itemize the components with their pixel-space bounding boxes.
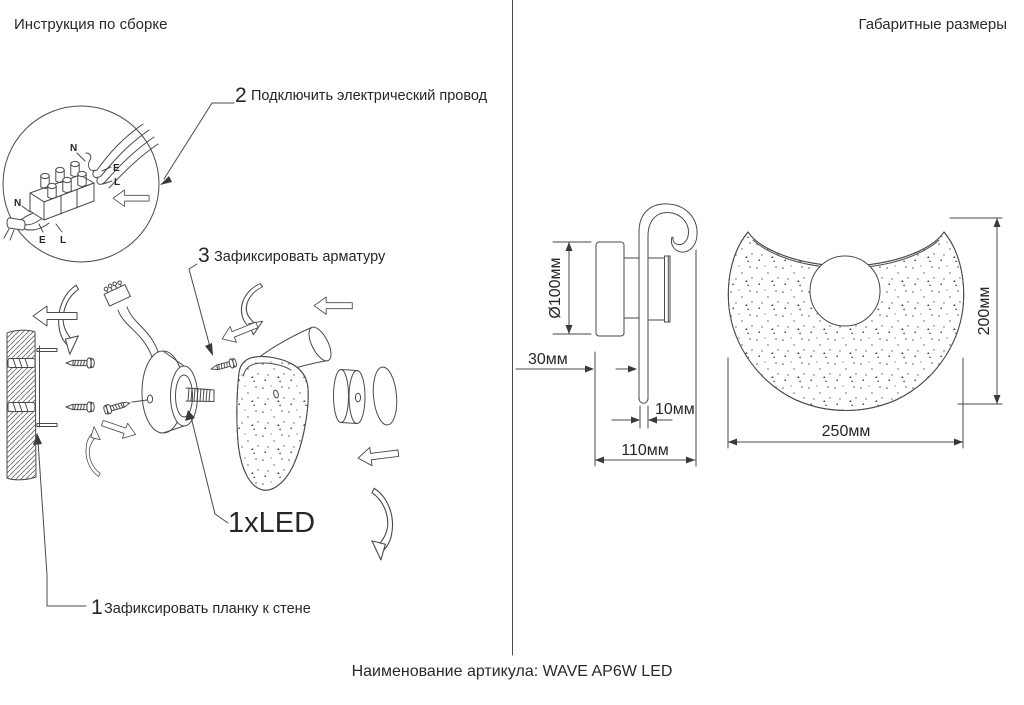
rotate-arrow-icon	[86, 427, 100, 477]
canopy-screw	[103, 398, 131, 415]
wire-label-e2: E	[39, 235, 46, 246]
dimensions-title: Габаритные размеры	[858, 16, 1007, 33]
shade-hole	[810, 256, 880, 326]
step-2-number: 2	[235, 84, 247, 107]
step-1-number: 1	[91, 596, 103, 619]
dimensions-diagram	[516, 204, 1002, 466]
led-module	[334, 370, 366, 424]
direction-arrow-icon	[314, 297, 352, 314]
wire-label-l2: L	[60, 235, 67, 246]
push-arrow-icon	[113, 190, 149, 206]
dim-depth	[595, 442, 695, 464]
canopy-wires	[101, 278, 159, 357]
dim-offset-label: 30мм	[528, 351, 568, 368]
wall-anchor	[8, 403, 35, 412]
wire-label-n: N	[70, 143, 78, 154]
step-3-label: Зафиксировать арматуру	[214, 249, 386, 265]
wire-label-l: L	[114, 177, 121, 188]
diffuser-disc	[371, 366, 399, 426]
step-3-number: 3	[198, 244, 210, 267]
dim-diameter-label: Ø100мм	[547, 257, 564, 319]
direction-arrow-icon	[100, 415, 138, 442]
mounting-screw	[66, 358, 94, 368]
front-view	[728, 232, 963, 411]
wire-label-n2: N	[14, 198, 22, 209]
supply-wires	[86, 124, 158, 188]
dim-width-label: 250мм	[821, 423, 871, 440]
side-view	[596, 204, 697, 403]
direction-arrow-icon	[33, 306, 77, 326]
dim-diameter	[547, 242, 591, 334]
wall-anchor	[8, 359, 35, 368]
wall	[7, 330, 36, 480]
assembly-diagram	[3, 84, 488, 619]
mounting-screw	[66, 402, 94, 412]
dim-offset	[516, 351, 637, 373]
step-2-label: Подключить электрический провод	[251, 88, 488, 104]
dim-height-label: 200мм	[976, 286, 993, 336]
lamp-label: 1xLED	[228, 507, 316, 539]
dim-thickness-label: 10мм	[655, 401, 695, 418]
article-name: Наименование артикула: WAVE AP6W LED	[351, 663, 673, 680]
fixing-screw	[210, 358, 237, 374]
wire-label-e: E	[113, 163, 120, 174]
assembly-title: Инструкция по сборке	[14, 16, 168, 33]
dim-thickness	[612, 401, 695, 428]
rotate-arrow-icon	[372, 488, 393, 560]
canopy	[142, 351, 214, 433]
shade-texture	[237, 357, 308, 491]
dim-depth-label: 110мм	[621, 442, 669, 459]
step-2-callout	[160, 84, 488, 185]
lamp-head	[237, 324, 336, 490]
wiring-detail	[3, 106, 159, 262]
direction-arrow-icon	[357, 444, 399, 467]
mounting-bracket	[37, 346, 57, 427]
step-1-label: Зафиксировать планку к стене	[104, 601, 311, 617]
